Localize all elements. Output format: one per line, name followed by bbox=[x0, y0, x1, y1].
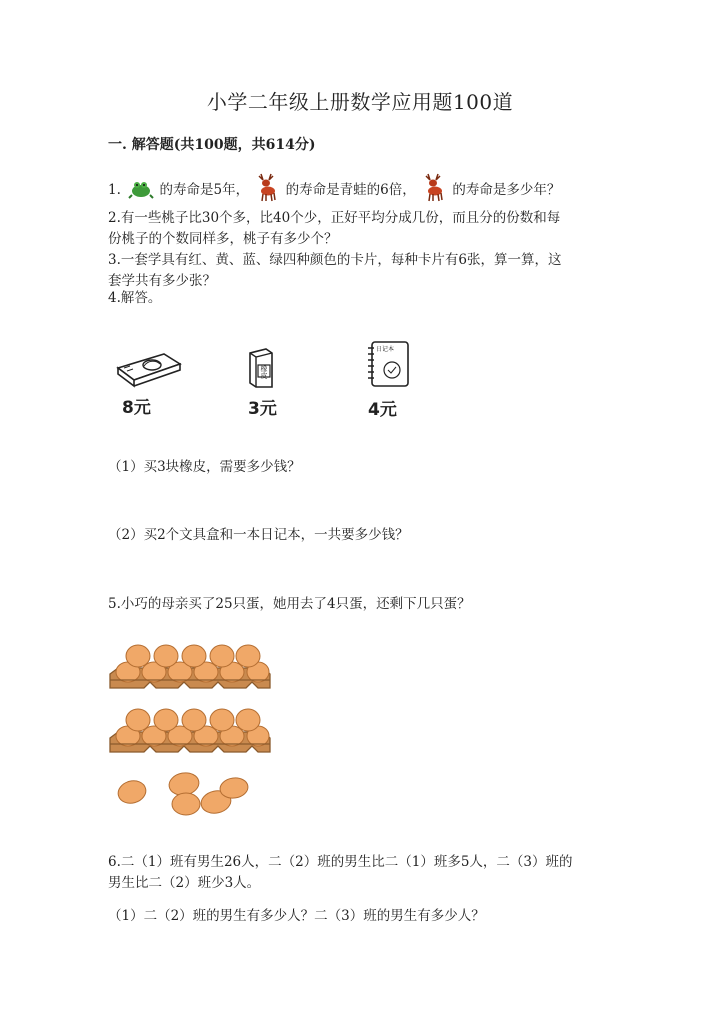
q1-text-c: 的寿命是多少年？ bbox=[452, 182, 561, 198]
loose-eggs-icon bbox=[114, 770, 254, 820]
q5-text: 5.小巧的母亲买了25只蛋，她用去了4只蛋，还剩下几只蛋？ bbox=[108, 596, 471, 612]
q1-number: 1. bbox=[108, 182, 121, 198]
price-eraser: 3元 bbox=[248, 399, 277, 419]
price-pencil-box: 8元 bbox=[122, 398, 151, 418]
q3-line-1: 3.一套学具有红、黄、蓝、绿四种颜色的卡片，每种卡片有6张，算一算，这 bbox=[108, 252, 562, 268]
q2-line-1: 2.有一些桃子比30个多，比40个少，正好平均分成几份，而且分的份数和每 bbox=[108, 210, 561, 226]
egg-tray-icon bbox=[108, 640, 272, 700]
eraser-label: 橡皮 bbox=[260, 365, 268, 380]
q4-sub-2: （2）买2个文具盒和一本日记本，一共要多少钱？ bbox=[108, 527, 409, 543]
q4-heading: 4.解答。 bbox=[108, 290, 162, 306]
pencil-box-icon bbox=[114, 346, 182, 390]
question-1 bbox=[108, 172, 560, 202]
q3-line-2: 套学共有多少张？ bbox=[108, 273, 216, 289]
price-notebook: 4元 bbox=[368, 400, 397, 420]
egg-tray-icon bbox=[108, 704, 272, 764]
frog-icon bbox=[129, 179, 153, 199]
notebook-label: 日记本 bbox=[376, 346, 395, 353]
section-header: 一. 解答题(共100题，共614分) bbox=[108, 137, 316, 153]
q6-line-1: 6.二（1）班有男生26人，二（2）班的男生比二（1）班多5人，二（3）班的 bbox=[108, 854, 573, 870]
q2-line-2: 份桃子的个数同样多，桃子有多少个？ bbox=[108, 231, 338, 247]
q6-sub-1: （1）二（2）班的男生有多少人？二（3）班的男生有多少人？ bbox=[108, 908, 485, 924]
q6-line-2: 男生比二（2）班少3人。 bbox=[108, 875, 261, 891]
deer-icon bbox=[422, 172, 446, 202]
page-title: 小学二年级上册数学应用题100道 bbox=[206, 90, 514, 114]
q4-sub-1: （1）买3块橡皮，需要多少钱？ bbox=[108, 459, 301, 475]
q1-text-a: 的寿命是5年， bbox=[159, 182, 250, 198]
q1-text-b: 的寿命是青蛙的6倍， bbox=[285, 182, 416, 198]
deer-icon bbox=[255, 172, 279, 202]
